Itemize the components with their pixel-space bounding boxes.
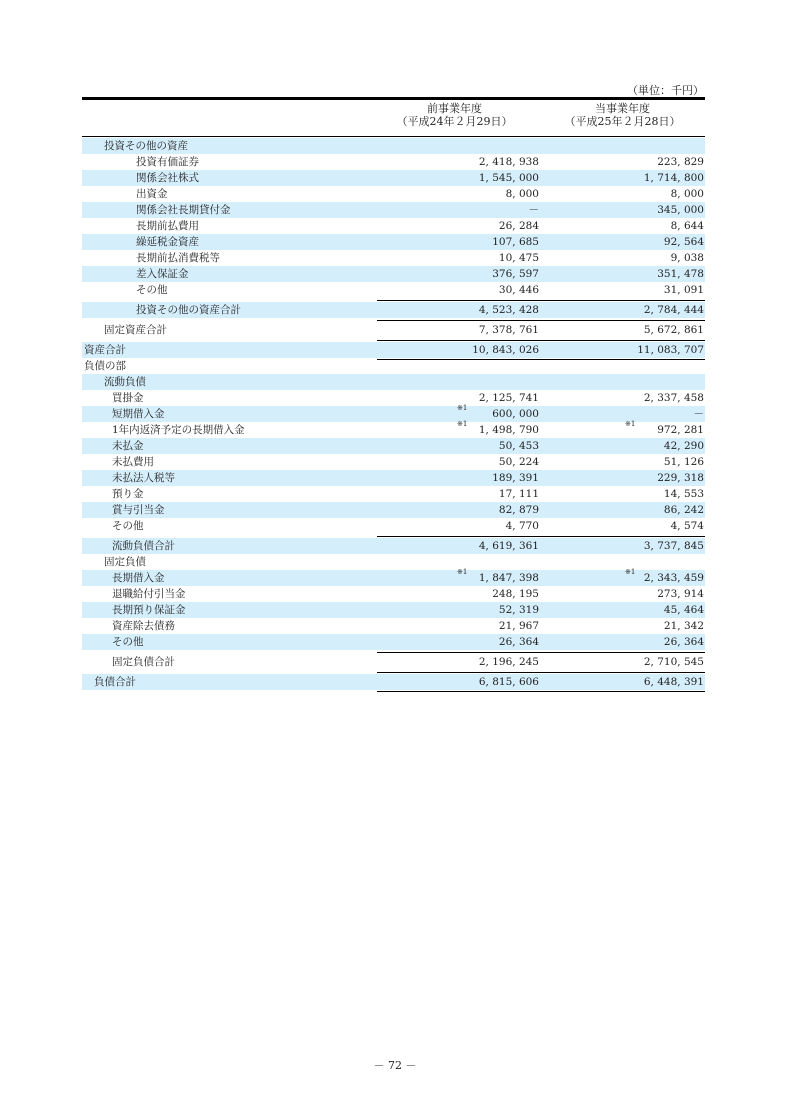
curr-year-value: 273, 914 (657, 588, 704, 600)
prev-year-value: 82, 879 (498, 504, 539, 516)
prev-year-value: 1, 498, 790 (478, 424, 539, 436)
prev-year-value: 4, 523, 428 (478, 304, 539, 316)
curr-year-value: 21, 342 (663, 620, 704, 632)
table-row (82, 250, 705, 266)
row-label: 未払法人税等 (112, 472, 175, 484)
prev-year-value: 50, 224 (498, 456, 539, 468)
table-row (82, 618, 705, 634)
curr-year-value: 9, 038 (670, 252, 704, 264)
curr-year-value: 8, 000 (670, 188, 704, 200)
table-row (82, 422, 705, 438)
subtotal-rule (377, 300, 542, 301)
table-row (82, 438, 705, 454)
curr-year-value: 345, 000 (657, 204, 704, 216)
curr-year-value: 2, 710, 545 (643, 656, 704, 668)
prev-year-value: 4, 619, 361 (478, 540, 539, 552)
prev-year-value: 248, 195 (492, 588, 539, 600)
row-label: その他 (112, 636, 144, 648)
prev-year-value: 10, 475 (498, 252, 539, 264)
balance-sheet-table (82, 138, 705, 690)
table-row (82, 470, 705, 486)
curr-year-value: 31, 091 (663, 284, 704, 296)
prev-year-value: 7, 378, 761 (478, 324, 539, 336)
row-label: 固定資産合計 (104, 324, 167, 336)
table-row (82, 486, 705, 502)
table-row (82, 266, 705, 282)
prev-year-value: 1, 847, 398 (478, 572, 539, 584)
row-label: 短期借入金 (112, 408, 165, 420)
unit-label: （単位：千円） (627, 84, 704, 97)
row-label: 未払金 (112, 440, 144, 452)
prev-year-period: （平成24年２月29日） (396, 115, 513, 128)
subtotal-rule (377, 652, 705, 653)
prev-year-value: 21, 967 (498, 620, 539, 632)
curr-year-value: 223, 829 (657, 156, 704, 168)
column-header (82, 102, 705, 135)
prev-year-value: 189, 391 (492, 472, 539, 484)
table-row (82, 282, 705, 298)
table-row (82, 554, 705, 570)
curr-year-value: 3, 737, 845 (643, 540, 704, 552)
prev-year-value: 52, 319 (498, 604, 539, 616)
prev-year-header (372, 102, 537, 128)
prev-year-title: 前事業年度 (427, 102, 482, 115)
row-label: 負債合計 (94, 676, 136, 688)
page-number: － 72 － (373, 1059, 417, 1072)
row-label: 投資その他の資産 (104, 140, 188, 152)
row-label: 1年内返済予定の長期借入金 (112, 424, 245, 436)
table-row (82, 186, 705, 202)
table-row (82, 654, 705, 670)
subtotal-rule (377, 340, 705, 341)
table-row (82, 586, 705, 602)
table-row (82, 634, 705, 650)
subtotal-rule (377, 672, 705, 673)
subtotal-rule (377, 536, 705, 537)
row-label: 退職給付引当金 (112, 588, 186, 600)
curr-year-value: 2, 784, 444 (643, 304, 704, 316)
prev-year-value: 376, 597 (492, 268, 539, 280)
total-bottom-rule (377, 691, 705, 692)
table-row (82, 234, 705, 250)
table-row (82, 454, 705, 470)
curr-year-header (540, 102, 705, 128)
table-top-rule (82, 97, 705, 100)
prev-year-value: － (528, 204, 539, 216)
table-row (82, 602, 705, 618)
prev-year-value: 2, 418, 938 (478, 156, 539, 168)
table-row (82, 538, 705, 554)
prev-year-value: 50, 453 (498, 440, 539, 452)
row-label: 長期前払費用 (136, 220, 199, 232)
curr-year-value: 6, 448, 391 (643, 676, 704, 688)
prev-note-mark: ※1 (457, 568, 468, 576)
row-label: 固定負債合計 (112, 656, 175, 668)
table-row (82, 406, 705, 422)
curr-year-value: 11, 083, 707 (637, 344, 704, 356)
curr-year-value: 26, 364 (663, 636, 704, 648)
row-label: 出資金 (136, 188, 168, 200)
curr-year-value: 351, 478 (657, 268, 704, 280)
prev-year-value: 8, 000 (505, 188, 539, 200)
curr-year-value: 2, 343, 459 (643, 572, 704, 584)
prev-note-mark: ※1 (457, 420, 468, 428)
subtotal-rule (542, 300, 705, 301)
subtotal-rule (377, 320, 705, 321)
curr-note-mark: ※1 (625, 420, 636, 428)
row-label: その他 (112, 520, 144, 532)
prev-year-value: 6, 815, 606 (478, 676, 539, 688)
row-label: 固定負債 (104, 556, 146, 568)
table-row (82, 322, 705, 338)
curr-year-value: 14, 553 (663, 488, 704, 500)
prev-year-value: 26, 284 (498, 220, 539, 232)
prev-year-value: 30, 446 (498, 284, 539, 296)
prev-year-value: 2, 196, 245 (478, 656, 539, 668)
curr-year-value: 4, 574 (670, 520, 704, 532)
curr-year-period: （平成25年２月28日） (564, 115, 681, 128)
table-row (82, 218, 705, 234)
prev-year-value: 4, 770 (505, 520, 539, 532)
prev-year-value: 17, 111 (498, 488, 539, 500)
prev-year-value: 107, 685 (492, 236, 539, 248)
row-label: 負債の部 (84, 360, 126, 372)
row-label: 買掛金 (112, 392, 144, 404)
table-row (82, 374, 705, 390)
row-label: 投資有価証券 (136, 156, 199, 168)
table-row (82, 138, 705, 154)
row-label: 投資その他の資産合計 (136, 304, 241, 316)
curr-year-value: 5, 672, 861 (643, 324, 704, 336)
row-label: その他 (136, 284, 168, 296)
row-label: 繰延税金資産 (136, 236, 199, 248)
prev-year-value: 1, 545, 000 (478, 172, 539, 184)
curr-year-value: 86, 242 (663, 504, 704, 516)
row-label: 長期預り保証金 (112, 604, 186, 616)
curr-year-value: 972, 281 (657, 424, 704, 436)
row-label: 資産合計 (84, 344, 126, 356)
curr-year-value: 229, 318 (657, 472, 704, 484)
table-row (82, 674, 705, 690)
row-label: 預り金 (112, 488, 144, 500)
table-row (82, 518, 705, 534)
curr-year-value: 51, 126 (663, 456, 704, 468)
row-label: 流動負債合計 (112, 540, 175, 552)
curr-year-value: 8, 644 (670, 220, 704, 232)
prev-year-value: 600, 000 (492, 408, 539, 420)
row-label: 未払費用 (112, 456, 154, 468)
table-row (82, 170, 705, 186)
prev-year-value: 2, 125, 741 (478, 392, 539, 404)
table-row (82, 390, 705, 406)
prev-note-mark: ※1 (457, 404, 468, 412)
row-label: 差入保証金 (136, 268, 189, 280)
table-row (82, 202, 705, 218)
curr-year-value: 92, 564 (663, 236, 704, 248)
row-label: 関係会社長期貸付金 (136, 204, 231, 216)
table-row (82, 502, 705, 518)
prev-year-value: 10, 843, 026 (472, 344, 539, 356)
row-label: 賞与引当金 (112, 504, 165, 516)
row-label: 資産除去債務 (112, 620, 175, 632)
curr-year-value: － (693, 408, 704, 420)
curr-year-value: 2, 337, 458 (643, 392, 704, 404)
prev-year-value: 26, 364 (498, 636, 539, 648)
curr-year-value: 42, 290 (663, 440, 704, 452)
curr-year-title: 当事業年度 (595, 102, 650, 115)
curr-year-value: 1, 714, 800 (643, 172, 704, 184)
row-label: 長期前払消費税等 (136, 252, 220, 264)
table-row (82, 358, 705, 374)
table-row (82, 154, 705, 170)
row-label: 長期借入金 (112, 572, 165, 584)
row-label: 関係会社株式 (136, 172, 199, 184)
row-label: 流動負債 (104, 376, 146, 388)
curr-note-mark: ※1 (625, 568, 636, 576)
table-row (82, 342, 705, 358)
header-rule (82, 136, 705, 137)
table-row (82, 570, 705, 586)
curr-year-value: 45, 464 (663, 604, 704, 616)
table-row (82, 302, 705, 318)
